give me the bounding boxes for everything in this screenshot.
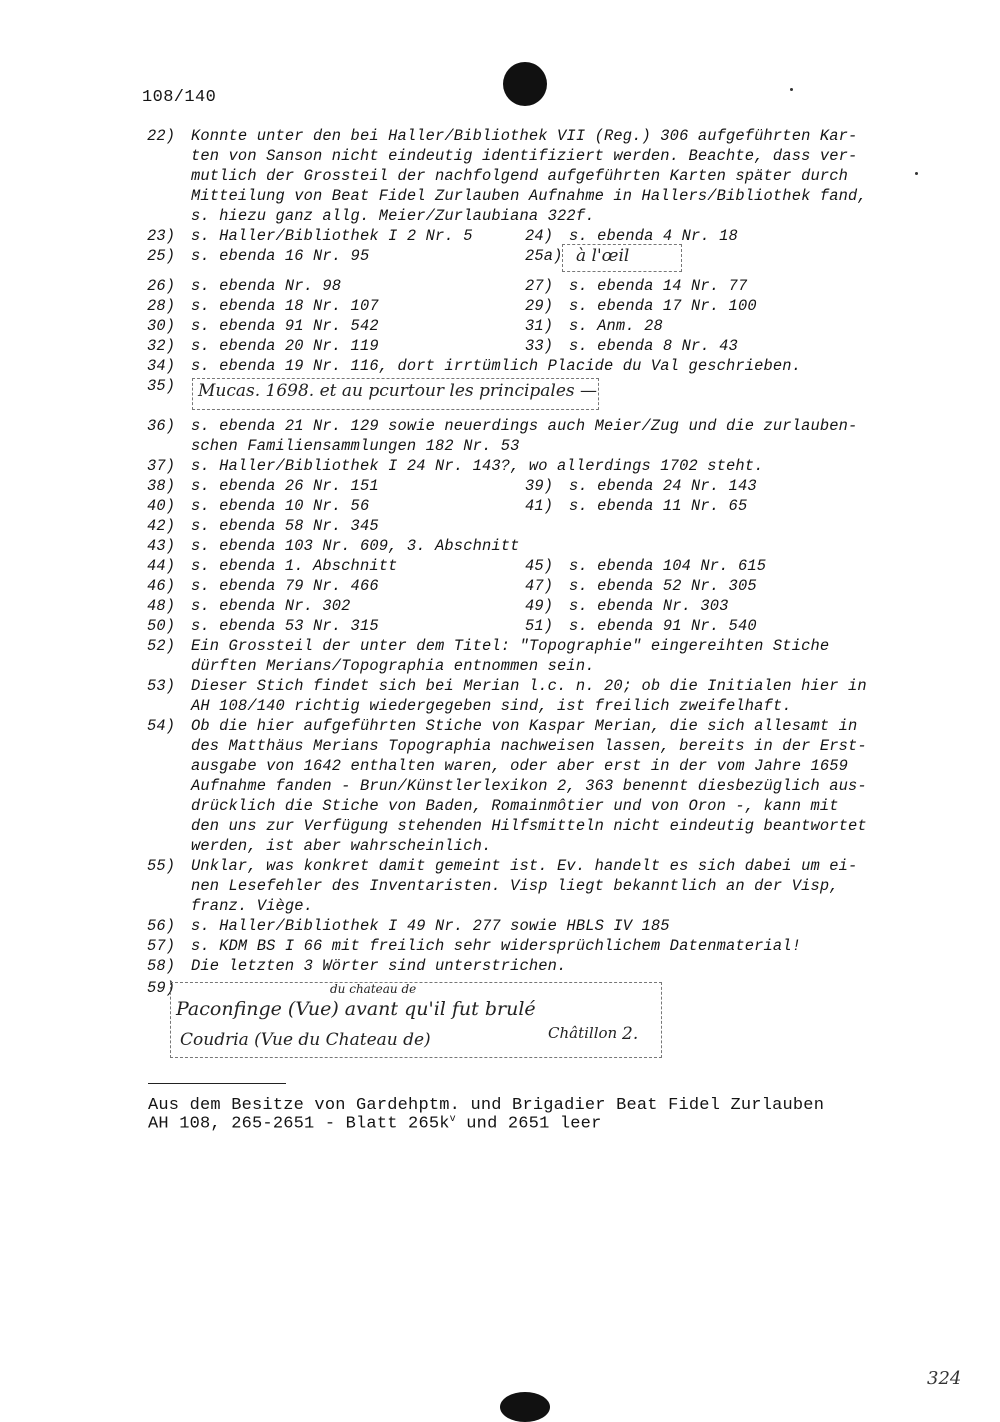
footnote-number: 36) <box>147 417 176 435</box>
footnote-text: Ob die hier aufgeführten Stiche von Kaspar Merian, die sich allesamt in <box>191 717 858 735</box>
footnote-54-line: des Matthäus Merians Topographia nachweisen lassen, bereits in der Erst- <box>191 737 867 755</box>
speck <box>790 88 793 91</box>
footnote-43 <box>147 536 520 556</box>
footnote-41 <box>525 496 747 516</box>
footnote-number: 33) <box>525 337 554 355</box>
handwritten-note-25a: à l'œil <box>576 246 630 266</box>
footnote-text: s. ebenda Nr. 98 <box>191 277 342 295</box>
footnote-55-line: franz. Viège. <box>191 897 314 915</box>
footnote-number: 45) <box>525 557 554 575</box>
footnote-text: s. Haller/Bibliothek I 2 Nr. 5 <box>191 227 473 245</box>
footnote-text: s. ebenda 24 Nr. 143 <box>569 477 757 495</box>
footnote-number: 30) <box>147 317 176 335</box>
punch-hole-bottom <box>500 1392 550 1422</box>
handwritten-note-59-number: 2. <box>622 1024 639 1044</box>
speck <box>915 172 918 175</box>
footnote-text: Die letzten 3 Wörter sind unterstrichen. <box>191 957 567 975</box>
footnote-57 <box>147 936 801 956</box>
footnote-52 <box>147 636 829 656</box>
footnote-23 <box>147 226 473 246</box>
footnote-number: 28) <box>147 297 176 315</box>
provenance-line: Aus dem Besitze von Gardehptm. und Brigadier Beat Fidel Zurlauben <box>148 1096 825 1115</box>
footnote-number: 58) <box>147 957 176 975</box>
footnote-32 <box>147 336 379 356</box>
footnote-number: 31) <box>525 317 554 335</box>
document-reference: 108/140 <box>142 88 217 107</box>
footnote-31 <box>525 316 663 336</box>
footnote-40 <box>147 496 369 516</box>
footnote-text: s. ebenda 53 Nr. 315 <box>191 617 379 635</box>
footnote-53-line: AH 108/140 richtig wiedergegeben sind, ist freilich zweifelhaft. <box>191 697 792 715</box>
location-text-end: und 2651 leer <box>455 1114 602 1134</box>
footnote-55-line: nen Lesefehler des Inventaristen. Visp liegt bekanntlich an der Visp, <box>191 877 839 895</box>
footnote-42 <box>147 516 379 536</box>
page-number: 324 <box>927 1368 962 1389</box>
footnote-number: 29) <box>525 297 554 315</box>
footnote-number: 25) <box>147 247 176 265</box>
footnote-22 <box>147 126 857 146</box>
footnote-number: 40) <box>147 497 176 515</box>
footnote-number: 56) <box>147 917 176 935</box>
footnote-text: s. Anm. 28 <box>569 317 663 335</box>
handwritten-note-59-line2: Coudria (Vue du Chateau de) <box>180 1030 431 1050</box>
footnote-number: 51) <box>525 617 554 635</box>
footnote-number: 24) <box>525 227 554 245</box>
footnote-54-line: den uns zur Verfügung stehenden Hilfsmitteln nicht eindeutig beantwortet <box>191 817 867 835</box>
footnote-22-line: ten von Sanson nicht eindeutig identifiziert werden. Beachte, dass ver- <box>191 147 858 165</box>
footnote-44 <box>147 556 398 576</box>
footnote-text: s. ebenda 17 Nr. 100 <box>569 297 757 315</box>
footnote-text: s. KDM BS I 66 mit freilich sehr widersprüchlichem Datenmaterial! <box>191 937 802 955</box>
footnote-38 <box>147 476 379 496</box>
footnote-22-line: mutlich der Grossteil der nachfolgend aufgeführten Karten später durch <box>191 167 849 185</box>
handwritten-note-59-chatillon: Châtillon <box>548 1024 618 1042</box>
footnote-28 <box>147 296 379 316</box>
footnote-number: 39) <box>525 477 554 495</box>
footnote-35 <box>147 376 191 396</box>
footnote-number: 42) <box>147 517 176 535</box>
footnote-text: s. ebenda 21 Nr. 129 sowie neuerdings auch Meier/Zug und die zurlauben- <box>191 417 858 435</box>
footnote-text: s. ebenda 58 Nr. 345 <box>191 517 379 535</box>
footnote-37 <box>147 456 764 476</box>
footnote-number: 53) <box>147 677 176 695</box>
punch-hole <box>503 62 547 106</box>
footnote-58 <box>147 956 566 976</box>
footnote-49 <box>525 596 729 616</box>
footnote-29 <box>525 296 757 316</box>
footnote-54-line: werden, ist aber wahrscheinlich. <box>191 837 492 855</box>
footnote-number: 46) <box>147 577 176 595</box>
handwritten-note-35: Mucas. 1698. et au pcurtour les principales — <box>198 381 598 401</box>
footnote-text: Konnte unter den bei Haller/Bibliothek VII (Reg.) 306 aufgeführten Kar- <box>191 127 858 145</box>
footnote-number: 52) <box>147 637 176 655</box>
footnote-number: 54) <box>147 717 176 735</box>
footnote-number: 50) <box>147 617 176 635</box>
footnote-text: s. ebenda 10 Nr. 56 <box>191 497 370 515</box>
footnote-text: s. ebenda 16 Nr. 95 <box>191 247 370 265</box>
footnote-text: Unklar, was konkret damit gemeint ist. Ev. handelt es sich dabei um ei- <box>191 857 858 875</box>
footnote-25 <box>147 246 369 266</box>
footnote-25a <box>525 246 563 266</box>
footnote-30 <box>147 316 379 336</box>
footnote-text: s. ebenda 11 Nr. 65 <box>569 497 748 515</box>
footnote-number: 57) <box>147 937 176 955</box>
handwritten-note-59-superscript: du chateau de <box>330 982 417 996</box>
footnote-22-line: Mitteilung von Beat Fidel Zurlauben Aufnahme in Hallers/Bibliothek fand, <box>191 187 867 205</box>
location-line <box>148 1114 601 1134</box>
footnote-53 <box>147 676 867 696</box>
footnote-number: 37) <box>147 457 176 475</box>
footnote-number: 55) <box>147 857 176 875</box>
footnote-number: 25a) <box>525 247 563 265</box>
footnote-text: s. ebenda 19 Nr. 116, dort irrtümlich Placide du Val geschrieben. <box>191 357 802 375</box>
footnote-number: 44) <box>147 557 176 575</box>
footnote-number: 35) <box>147 377 176 395</box>
footnote-27 <box>525 276 747 296</box>
footnote-number: 48) <box>147 597 176 615</box>
handwritten-note-59-line1: Paconfinge (Vue) avant qu'il fut brulé <box>176 998 536 1020</box>
footnote-number: 32) <box>147 337 176 355</box>
footnote-text: s. ebenda 18 Nr. 107 <box>191 297 379 315</box>
footnote-39 <box>525 476 757 496</box>
footnote-text: s. ebenda 26 Nr. 151 <box>191 477 379 495</box>
footnote-text: Dieser Stich findet sich bei Merian l.c. n. 20; ob die Initialen hier in <box>191 677 867 695</box>
footnote-51 <box>525 616 757 636</box>
footnote-text: s. ebenda 104 Nr. 615 <box>569 557 767 575</box>
footnote-number: 26) <box>147 277 176 295</box>
footnote-36-line: schen Familiensammlungen 182 Nr. 53 <box>191 437 520 455</box>
footnote-34 <box>147 356 801 376</box>
footnote-56 <box>147 916 670 936</box>
footnote-number: 41) <box>525 497 554 515</box>
footnote-number: 34) <box>147 357 176 375</box>
footnote-36 <box>147 416 857 436</box>
footnote-number: 27) <box>525 277 554 295</box>
footnote-number: 23) <box>147 227 176 245</box>
footnote-text: s. ebenda 14 Nr. 77 <box>569 277 748 295</box>
footnote-text: s. ebenda 4 Nr. 18 <box>569 227 738 245</box>
footnote-text: s. ebenda 79 Nr. 466 <box>191 577 379 595</box>
footnote-47 <box>525 576 757 596</box>
footnote-rule <box>148 1083 286 1084</box>
footnote-48 <box>147 596 351 616</box>
footnote-number: 43) <box>147 537 176 555</box>
footnote-number: 49) <box>525 597 554 615</box>
verso-mark: v <box>449 1114 456 1125</box>
location-text: AH 108, 265-2651 - Blatt 265k <box>148 1114 450 1134</box>
footnote-text: s. Haller/Bibliothek I 49 Nr. 277 sowie HBLS IV 185 <box>191 917 670 935</box>
footnote-text: s. ebenda 52 Nr. 305 <box>569 577 757 595</box>
footnote-54-line: Aufnahme fanden - Brun/Künstlerlexikon 2, 363 benennt diesbezüglich aus- <box>191 777 867 795</box>
footnote-number: 38) <box>147 477 176 495</box>
footnote-number: 22) <box>147 127 176 145</box>
footnote-54 <box>147 716 857 736</box>
footnote-33 <box>525 336 738 356</box>
footnote-text: s. ebenda 103 Nr. 609, 3. Abschnitt <box>191 537 520 555</box>
footnote-55 <box>147 856 857 876</box>
footnote-text: Ein Grossteil der unter dem Titel: "Topographie" eingereihten Stiche <box>191 637 830 655</box>
footnote-text: s. ebenda 8 Nr. 43 <box>569 337 738 355</box>
footnote-52-line: dürften Merians/Topographia entnommen sein. <box>191 657 595 675</box>
footnote-54-line: ausgabe von 1642 enthalten waren, oder aber erst in der vom Jahre 1659 <box>191 757 849 775</box>
footnote-text: s. ebenda Nr. 302 <box>191 597 351 615</box>
footnote-24 <box>525 226 738 246</box>
footnote-26 <box>147 276 341 296</box>
footnote-text: s. Haller/Bibliothek I 24 Nr. 143?, wo allerdings 1702 steht. <box>191 457 764 475</box>
footnote-text: s. ebenda Nr. 303 <box>569 597 729 615</box>
footnote-text: s. ebenda 20 Nr. 119 <box>191 337 379 355</box>
footnote-text: s. ebenda 91 Nr. 542 <box>191 317 379 335</box>
footnote-number: 59) <box>147 979 176 997</box>
footnote-22-line: s. hiezu ganz allg. Meier/Zurlaubiana 322f. <box>191 207 595 225</box>
footnote-text: s. ebenda 91 Nr. 540 <box>569 617 757 635</box>
footnote-50 <box>147 616 379 636</box>
footnote-number: 47) <box>525 577 554 595</box>
footnote-text: s. ebenda 1. Abschnitt <box>191 557 398 575</box>
footnote-46 <box>147 576 379 596</box>
footnote-54-line: drücklich die Stiche von Baden, Romainmôtier und von Oron -, kann mit <box>191 797 839 815</box>
footnote-45 <box>525 556 766 576</box>
